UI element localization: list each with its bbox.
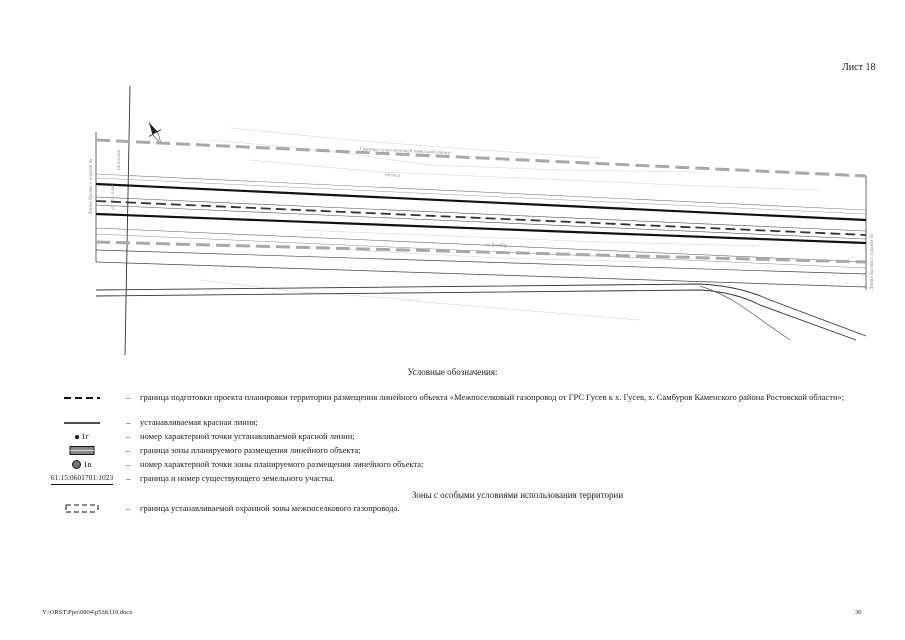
red-line-point-symbol: 1г [75, 431, 89, 442]
legend-text: граница устанавливаемой охранной зоны межпоселкового газопровода. [140, 503, 400, 513]
vertical-reference-line [125, 86, 130, 355]
legend-title: Условные обозначения: [407, 367, 498, 377]
vertical-label-1: на вл.ном [117, 149, 122, 170]
legend-text: номер характерной точки зоны планируемого размещения линейного объекта; [140, 459, 424, 469]
footer-file-path: Y:\ORST\Ppo\0804\p538.f19.docx [42, 609, 133, 616]
legend-text: граница и номер существующего земельного участка. [140, 473, 335, 483]
land-parcel-symbol: 61:15:0601701:1023 [51, 472, 114, 485]
vertical-label-2: на тел. план [111, 184, 116, 210]
point-dot-icon [75, 435, 79, 439]
upper-planning-boundary [96, 140, 866, 176]
red-line-lower [96, 214, 866, 243]
inner-label-2: по Бомбер [484, 243, 508, 249]
right-margin-label: Линия бровки с планом № [870, 233, 875, 290]
legend-text: граница зоны планируемого размещения линейного объекта; [140, 445, 361, 455]
protection-zone-symbol [40, 503, 124, 514]
left-margin-label: Линия бровки с планом № [89, 158, 94, 215]
road-edge-2 [96, 290, 856, 340]
zone-point-dot-icon [72, 460, 81, 469]
legend-text: устанавливаемая красная линия; [140, 417, 258, 427]
road-label: Границы существующей земельной линии [359, 147, 451, 157]
legend-text: граница подготовки проекта планировки территории размещения линейного объекта «Межпоселковый газопровод от ГРС Гусев к х. Гусев, х. Самбуров Каменского района Ростовской области»; [140, 392, 845, 402]
zone-boundary-symbol [40, 445, 124, 456]
zones-title: Зоны с особыми условиями использования территории [411, 490, 624, 500]
sheet-label: Лист 18 [842, 62, 876, 73]
terrain-lines [200, 128, 820, 320]
footer-page-number: 30 [855, 609, 862, 616]
road-edge-3 [700, 286, 790, 340]
legend-text: номер характерной точки устанавливаемой красной линии; [140, 431, 355, 441]
zone-point-symbol: 1в [72, 459, 91, 470]
red-line-symbol [40, 417, 124, 428]
inner-label-1: полоса [384, 173, 400, 179]
planning-boundary-symbol [40, 392, 124, 403]
